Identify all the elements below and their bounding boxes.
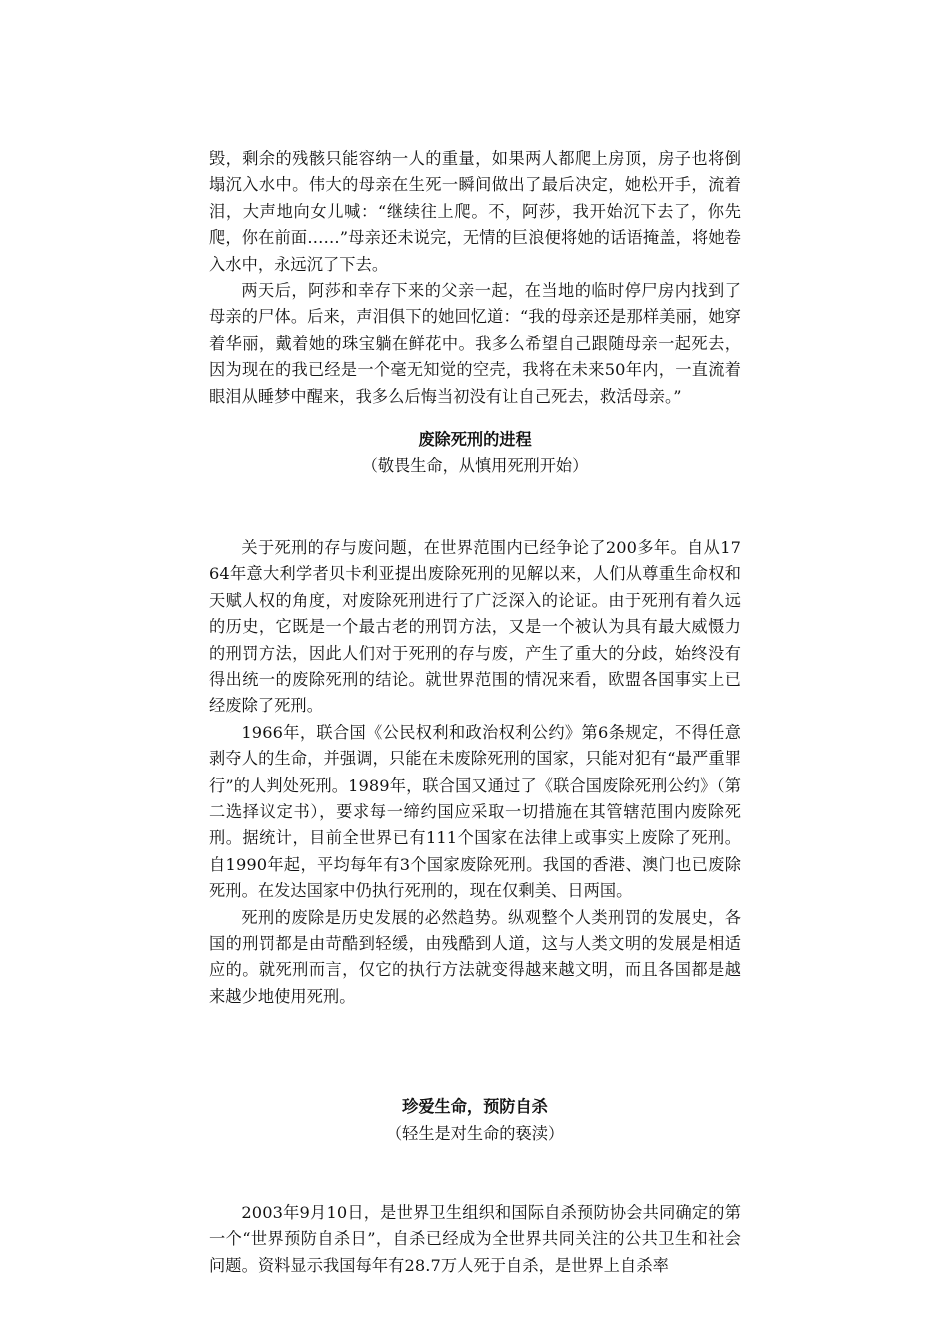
spacer bbox=[209, 410, 741, 427]
section-2-subtitle: （轻生是对生命的亵渎） bbox=[385, 1123, 565, 1143]
spacer bbox=[209, 1147, 741, 1200]
document-page bbox=[209, 146, 741, 1279]
spacer bbox=[209, 1010, 741, 1094]
section-1-paragraph-2: 1966年，联合国《公民权利和政治权利公约》第6条规定，不得任意剥夺人的生命，并强调，只能在未废除死刑的国家，只能对犯有“最严重罪行”的人判处死刑。1989年，联合国又通过了《联合国废除死刑公约》（第二选择议定书），要求每一缔约国应采取一切措施在其管辖范围内废除死刑。据统计，目前全世界已有111个国家在法律上或事实上废除了死刑。自1990年起，平均每年有3个国家废除死刑。我国的香港、澳门也已废除死刑。在发达国家中仍执行死刑的，现在仅剩美、日两国。 bbox=[209, 722, 741, 901]
intro-paragraph-1: 毁，剩余的残骸只能容纳一人的重量，如果两人都爬上房顶，房子也将倒塌沉入水中。伟大的母亲在生死一瞬间做出了最后决定，她松开手，流着泪，大声地向女儿喊：“继续往上爬。不，阿莎，我开始沉下去了，你先爬，你在前面……”母亲还未说完，无情的巨浪便将她的话语掩盖，将她卷入水中，永远沉了下去。 bbox=[209, 149, 741, 274]
spacer bbox=[209, 480, 741, 535]
section-1-title: 废除死刑的进程 bbox=[418, 430, 532, 450]
section-1-subtitle: （敬畏生命，从慎用死刑开始） bbox=[361, 456, 589, 476]
section-2-title: 珍爱生命，预防自杀 bbox=[402, 1097, 548, 1117]
section-1-paragraph-1: 关于死刑的存与废问题，在世界范围内已经争论了200多年。自从1764年意大利学者贝卡利亚提出废除死刑的见解以来，人们从尊重生命权和天赋人权的角度，对废除死刑进行了广泛深入的论证。由于死刑有着久远的历史，它既是一个最古老的刑罚方法，又是一个被认为具有最大威慑力的刑罚方法，因此人们对于死刑的存与废，产生了重大的分歧，始终没有得出统一的废除死刑的结论。就世界范围的情况来看，欧盟各国事实上已经废除了死刑。 bbox=[209, 537, 741, 716]
intro-paragraph-2: 两天后，阿莎和幸存下来的父亲一起，在当地的临时停尸房内找到了母亲的尸体。后来，声泪俱下的她回忆道：“我的母亲还是那样美丽，她穿着华丽，戴着她的珠宝躺在鲜花中。我多么希望自己跟随母亲一起死去，因为现在的我已经是一个毫无知觉的空壳，我将在未来50年内，一直流着眼泪从睡梦中醒来，我多么后悔当初没有让自己死去，救活母亲。” bbox=[209, 281, 741, 406]
section-2-paragraph-1: 2003年9月10日，是世界卫生组织和国际自杀预防协会共同确定的第一个“世界预防自杀日”，自杀已经成为全世界共同关注的公共卫生和社会问题。资料显示我国每年有28.7万人死于自杀，是世界上自杀率 bbox=[209, 1203, 741, 1275]
section-1-paragraph-3: 死刑的废除是历史发展的必然趋势。纵观整个人类刑罚的发展史，各国的刑罚都是由苛酷到轻缓，由残酷到人道，这与人类文明的发展是相适应的。就死刑而言，仅它的执行方法就变得越来越文明，而且各国都是越来越少地使用死刑。 bbox=[209, 907, 741, 1006]
